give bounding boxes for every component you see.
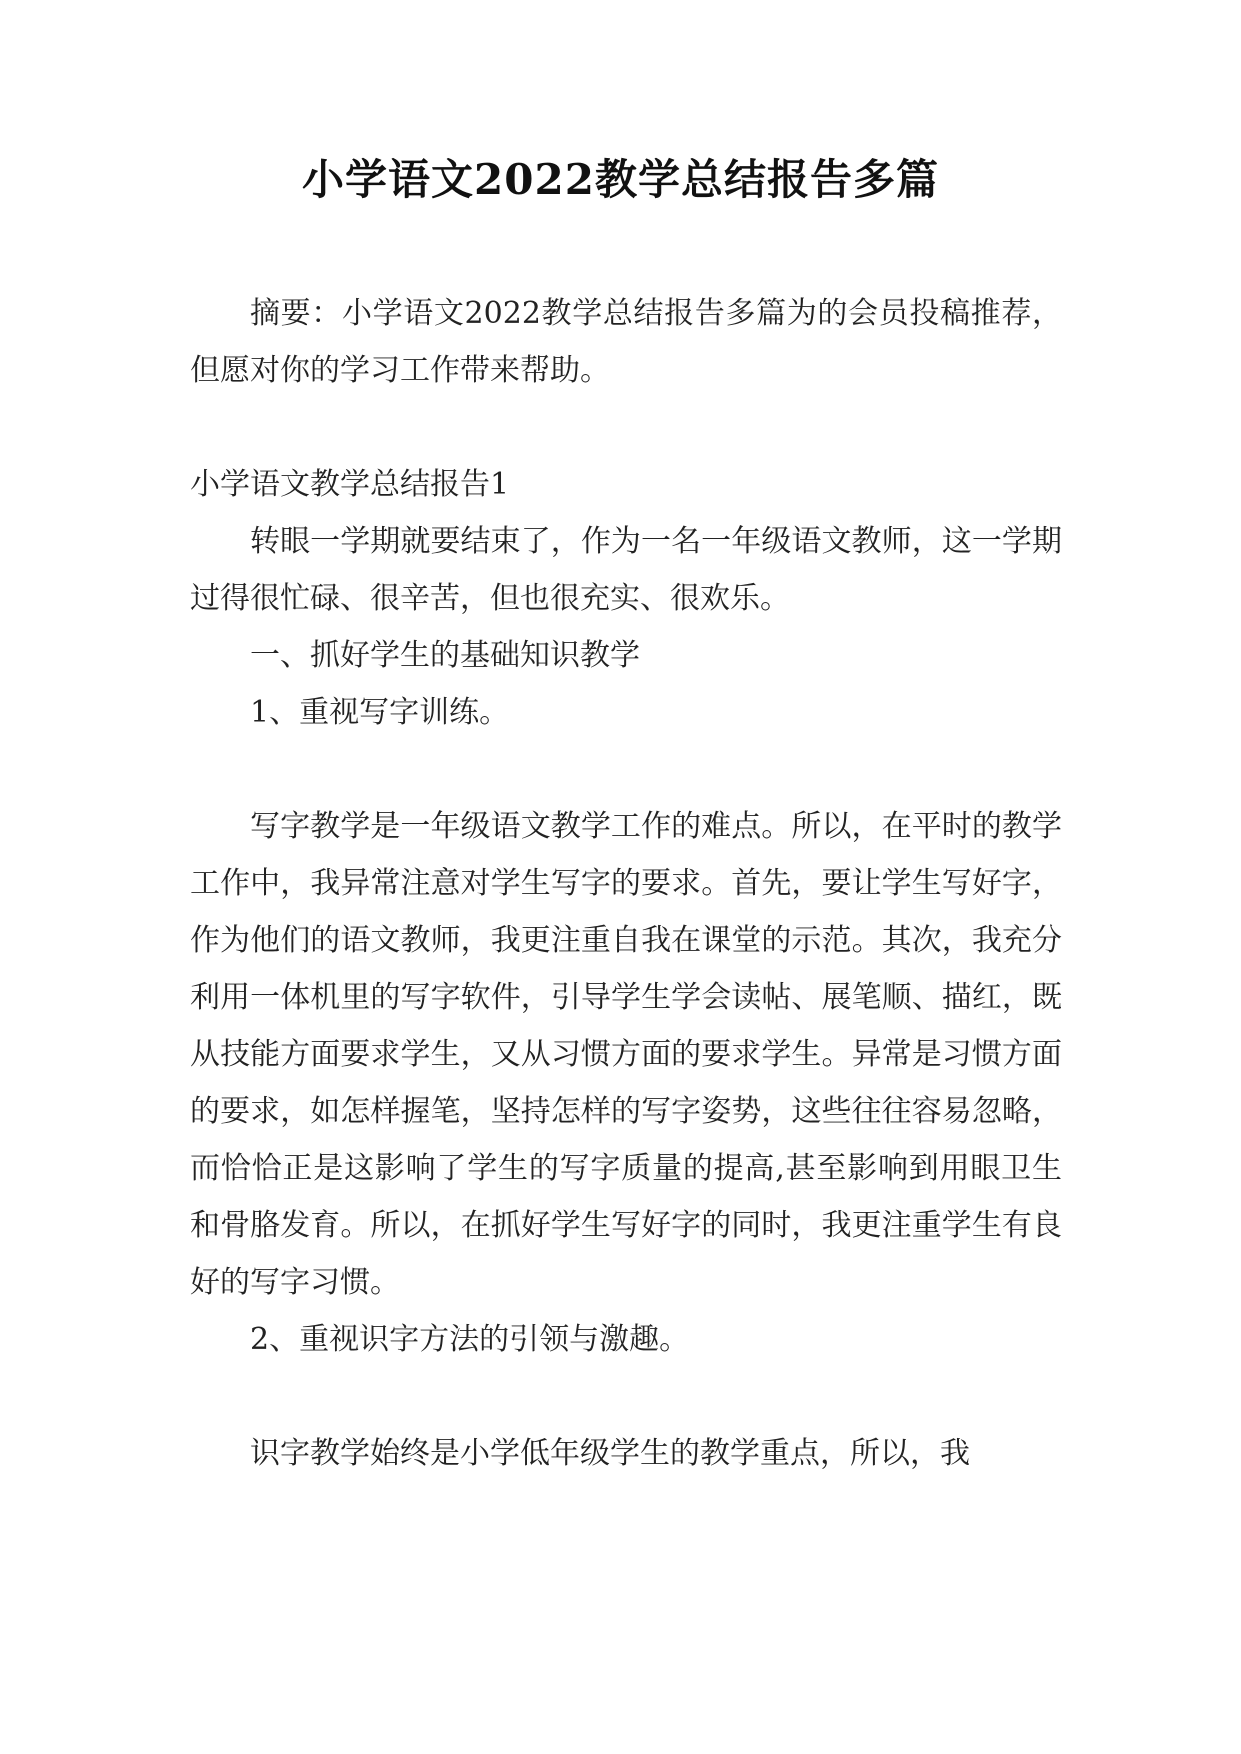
document-body: [190, 285, 1062, 1482]
body-paragraph: 识字教学始终是小学低年级学生的教学重点，所以，我: [250, 1436, 970, 1471]
body-paragraph: 转眼一学期就要结束了，作为一名一年级语文教师，这一学期过得很忙碌、很辛苦，但也很充实、很欢乐。: [190, 524, 1062, 616]
subheading-writing-training: 1、重视写字训练。: [250, 695, 510, 730]
subheading-literacy-method: 2、重视识字方法的引领与激趣。: [250, 1322, 690, 1357]
section-heading: 小学语文教学总结报告1: [190, 467, 510, 502]
document-title: 小学语文2022教学总结报告多篇: [302, 155, 939, 204]
abstract-paragraph: 摘要：小学语文2022教学总结报告多篇为的会员投稿推荐，但愿对你的学习工作带来帮助。: [190, 296, 1062, 388]
body-paragraph: 写字教学是一年级语文教学工作的难点。所以，在平时的教学工作中，我异常注意对学生写字的要求。首先，要让学生写好字，作为他们的语文教师，我更注重自我在课堂的示范。其次，我充分利用一体机里的写字软件，引导学生学会读帖、展笔顺、描红，既从技能方面要求学生，又从习惯方面的要求学生。异常是习惯方面的要求，如怎样握笔，坚持怎样的写字姿势，这些往往容易忽略，而恰恰正是这影响了学生的写字质量的提高,甚至影响到用眼卫生和骨胳发育。所以，在抓好学生写好字的同时，我更注重学生有良好的写字习惯。: [190, 809, 1062, 1300]
subheading-basic-knowledge: 一、抓好学生的基础知识教学: [250, 638, 640, 673]
